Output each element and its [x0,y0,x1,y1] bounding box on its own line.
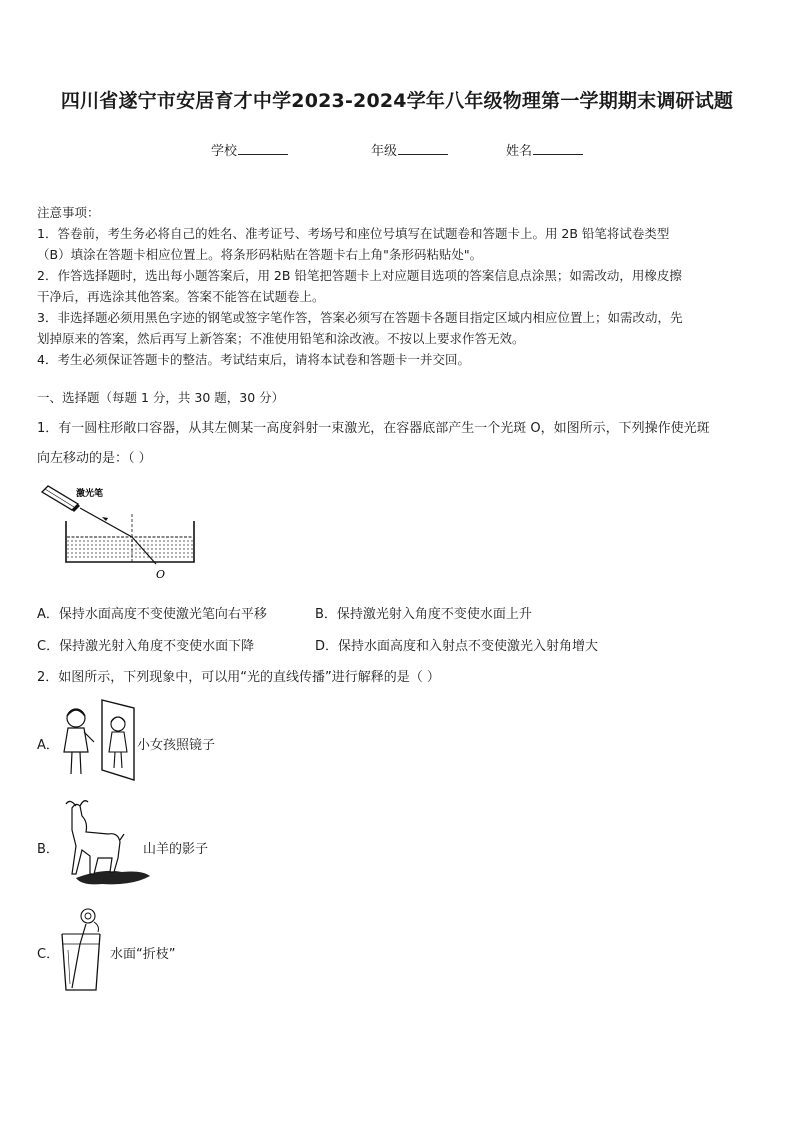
grade-field[interactable] [371,140,448,159]
option-1c[interactable]: C．保持激光射入角度不变使水面下降 [37,639,255,654]
option-2b-letter[interactable]: B． [37,842,59,857]
goat-shadow-icon [62,800,154,890]
name-blank[interactable] [533,142,583,155]
exam-title: 四川省遂宁市安居育才中学2023-2024学年八年级物理第一学期期末调研试题 [60,90,734,112]
grade-label: 年级 [371,144,398,159]
light-spot-label: O [156,568,166,581]
option-2a-caption[interactable]: 小女孩照镜子 [137,738,216,753]
school-field[interactable] [211,140,288,159]
question-2-stem: 2．如图所示，下列现象中，可以用“光的直线传播”进行解释的是（ ） [37,670,440,685]
option-1d[interactable]: D．保持水面高度和入射点不变使激光入射角增大 [315,639,599,654]
option-1b[interactable]: B．保持激光射入角度不变使水面上升 [315,607,532,622]
notice-line: （B）填涂在答题卡相应位置上。将条形码粘贴在答题卡右上角"条形码粘贴处"。 [37,247,483,262]
option-2b-caption[interactable]: 山羊的影子 [143,842,209,857]
option-2c-letter[interactable]: C． [37,947,60,962]
school-blank[interactable] [238,142,288,155]
notice-line: 2．作答选择题时，选出每小题答案后，用 2B 铅笔把答题卡上对应题目选项的答案信息点涂黑；如需改动，用橡皮擦 [37,268,682,283]
girl-mirror-icon [54,698,138,782]
notice-line: 划掉原来的答案，然后再写上新答案；不准使用铅笔和涂改液。不按以上要求作答无效。 [37,331,525,346]
container-wall [66,521,194,562]
option-1a[interactable]: A．保持水面高度不变使激光笔向右平移 [37,607,267,622]
school-label: 学校 [211,144,238,159]
option-2c-caption[interactable]: 水面“折枝” [110,947,176,962]
question-1-stem: 1．有一圆柱形敞口容器，从其左侧某一高度斜射一束激光，在容器底部产生一个光斑 O，如图所示，下列操作使光斑 [37,421,710,436]
laser-container-figure [36,484,206,584]
option-2a-letter[interactable]: A． [37,738,59,753]
notice-heading: 注意事项： [37,205,100,220]
name-label: 姓名 [506,144,533,159]
notice-line: 3．非选择题必须用黑色字迹的钢笔或签字笔作答，答案必须写在答题卡各题目指定区域内相应位置上；如需改动，先 [37,310,683,325]
water-glass-flower-icon [58,904,108,992]
laser-pen-label: 激光笔 [76,489,104,499]
question-1-stem-cont: 向左移动的是：（ ） [37,451,152,466]
notice-line: 4．考生必须保证答题卡的整洁。考试结束后，请将本试卷和答题卡一并交回。 [37,352,470,367]
grade-blank[interactable] [398,142,448,155]
section-heading: 一、选择题（每题 1 分，共 30 题，30 分） [37,390,285,405]
name-field[interactable] [506,140,583,159]
notice-line: 干净后，再选涂其他答案。答案不能答在试题卷上。 [37,289,325,304]
laser-beam [80,508,132,537]
notice-line: 1．答卷前，考生务必将自己的姓名、准考证号、考场号和座位号填写在试题卷和答题卡上。用 2B 铅笔将试卷类型 [37,226,670,241]
laser-pen-icon [42,486,80,512]
